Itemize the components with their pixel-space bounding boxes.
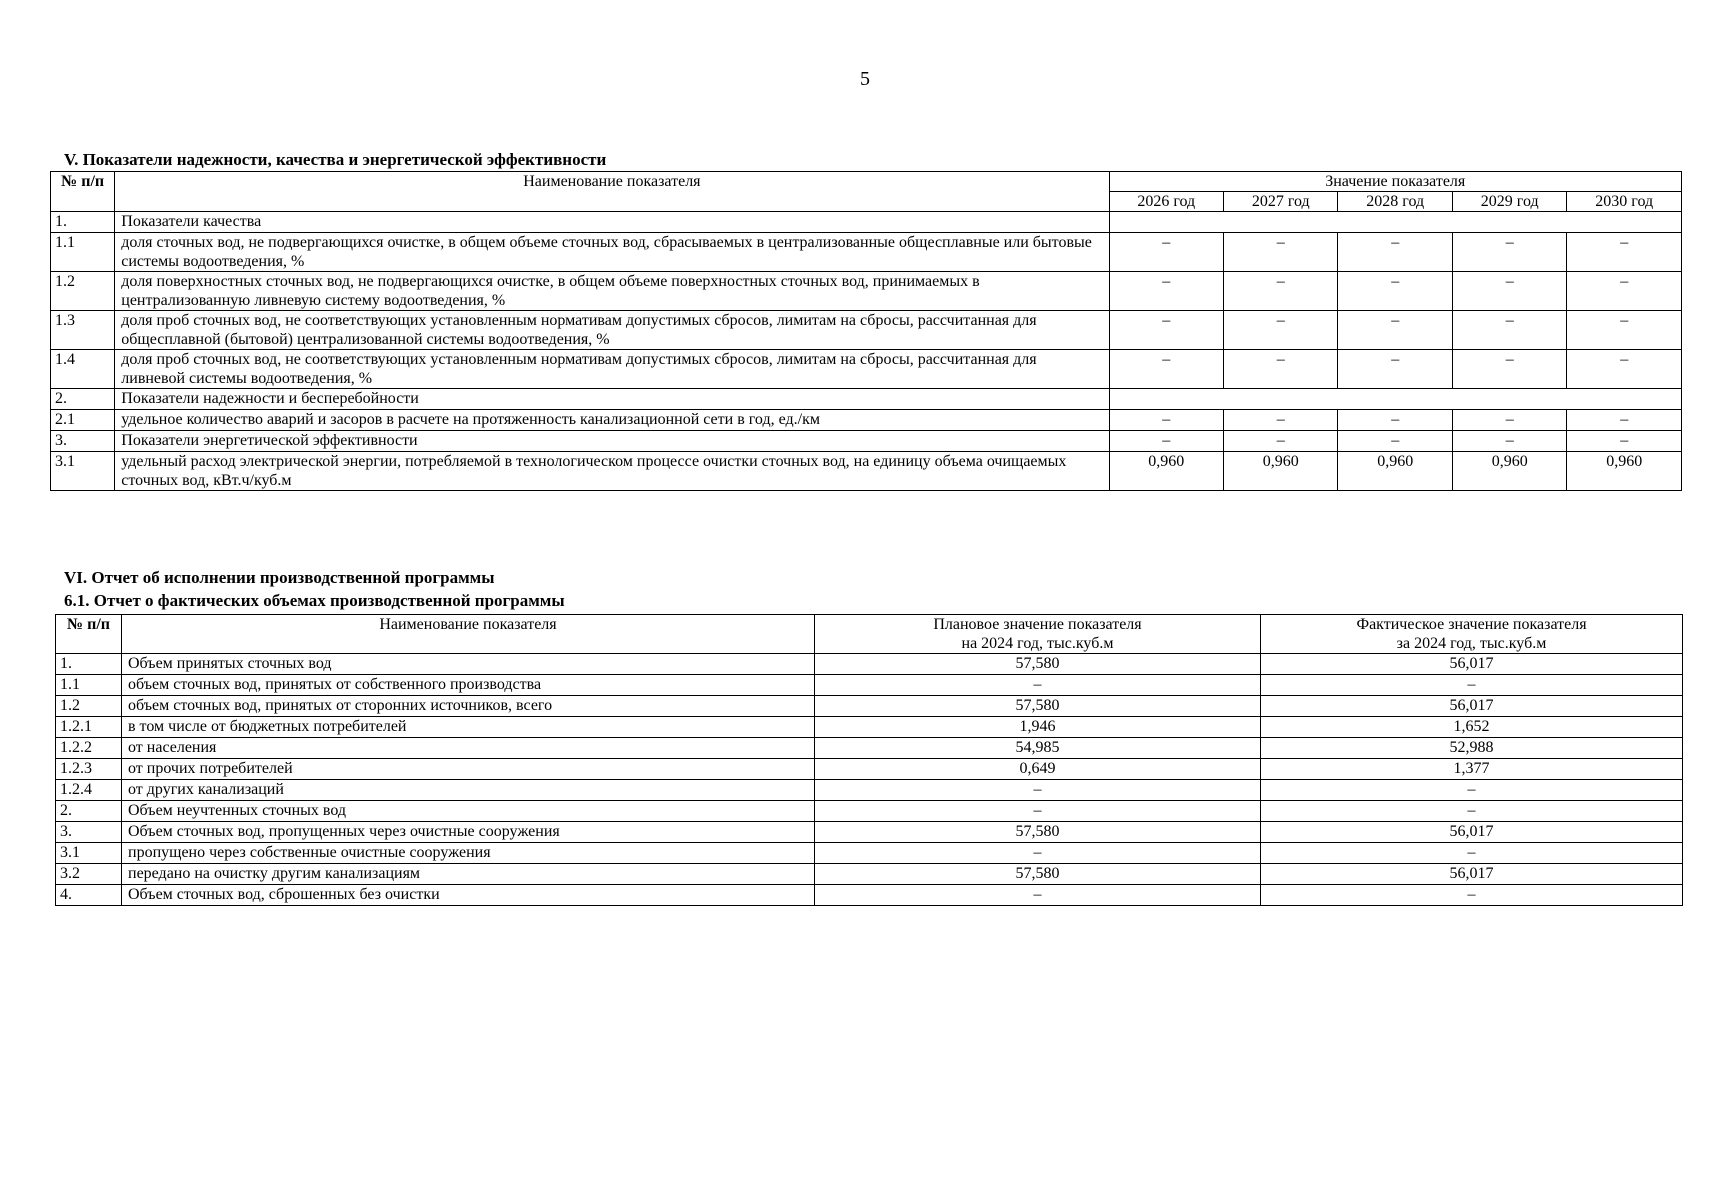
- row-value: 0,960: [1224, 452, 1338, 491]
- header-name: Наименование показателя: [122, 615, 815, 654]
- row-value: –: [1338, 311, 1452, 350]
- row-plan: 57,580: [815, 822, 1261, 843]
- table-row: [51, 452, 1682, 491]
- row-value: –: [1109, 410, 1223, 431]
- header-plan: Плановое значение показателя на 2024 год, тыс.куб.м: [815, 615, 1261, 654]
- row-value: –: [1452, 410, 1566, 431]
- row-empty-values: [1109, 389, 1681, 410]
- row-num: 3.: [56, 822, 122, 843]
- row-name: пропущено через собственные очистные сооружения: [122, 843, 815, 864]
- header-num: № п/п: [51, 172, 115, 212]
- row-value: 0,960: [1338, 452, 1452, 491]
- row-value: –: [1109, 233, 1223, 272]
- row-num: 3.2: [56, 864, 122, 885]
- row-value: –: [1567, 233, 1682, 272]
- row-num: 1.2.1: [56, 717, 122, 738]
- row-name: в том числе от бюджетных потребителей: [122, 717, 815, 738]
- row-value: –: [1109, 350, 1223, 389]
- header-num: № п/п: [56, 615, 122, 654]
- header-value: Значение показателя: [1109, 172, 1681, 192]
- row-plan: –: [815, 780, 1261, 801]
- row-value: 0,960: [1567, 452, 1682, 491]
- row-num: 1.2.2: [56, 738, 122, 759]
- row-num: 3.1: [51, 452, 115, 491]
- row-fact: –: [1261, 801, 1683, 822]
- row-value: –: [1567, 431, 1682, 452]
- row-plan: 57,580: [815, 864, 1261, 885]
- row-name: удельное количество аварий и засоров в расчете на протяженность канализационной сети в год, ед./км: [115, 410, 1109, 431]
- row-plan: –: [815, 843, 1261, 864]
- table-row: [56, 675, 1683, 696]
- row-name: доля поверхностных сточных вод, не подвергающихся очистке, в общем объеме поверхностных сточных вод, принимаемых в централизованную ливневую систему водоотведения, %: [115, 272, 1109, 311]
- table-row: [56, 696, 1683, 717]
- row-plan: 57,580: [815, 696, 1261, 717]
- row-num: 1.: [51, 212, 115, 233]
- table-row: [51, 410, 1682, 431]
- row-value: –: [1452, 272, 1566, 311]
- production-table: [55, 614, 1683, 906]
- row-value: –: [1224, 233, 1338, 272]
- row-value: 0,960: [1109, 452, 1223, 491]
- row-fact: –: [1261, 885, 1683, 906]
- row-plan: 1,946: [815, 717, 1261, 738]
- row-name: Показатели качества: [115, 212, 1109, 233]
- row-name: Объем неучтенных сточных вод: [122, 801, 815, 822]
- row-value: –: [1338, 272, 1452, 311]
- row-name: Показатели надежности и бесперебойности: [115, 389, 1109, 410]
- row-fact: 1,377: [1261, 759, 1683, 780]
- header-year: 2028 год: [1338, 192, 1452, 212]
- row-name: доля проб сточных вод, не соответствующих установленным нормативам допустимых сбросов, лимитам на сбросы, рассчитанная для ливневой системы водоотведения, %: [115, 350, 1109, 389]
- row-fact: –: [1261, 675, 1683, 696]
- row-value: –: [1567, 311, 1682, 350]
- row-name: объем сточных вод, принятых от собственного производства: [122, 675, 815, 696]
- section-5-title: V. Показатели надежности, качества и энергетической эффективности: [64, 150, 607, 169]
- table-row: [51, 431, 1682, 452]
- row-name: доля сточных вод, не подвергающихся очистке, в общем объеме сточных вод, сбрасываемых в централизованные общесплавные или бытовые системы водоотведения, %: [115, 233, 1109, 272]
- table-row: [51, 389, 1682, 410]
- table-row: [56, 885, 1683, 906]
- row-value: –: [1224, 311, 1338, 350]
- row-value: –: [1338, 431, 1452, 452]
- table-row: [56, 717, 1683, 738]
- section-6-subtitle: 6.1. Отчет о фактических объемах производственной программы: [64, 591, 565, 610]
- table-row: [51, 350, 1682, 389]
- section-6-title: VI. Отчет об исполнении производственной программы: [64, 568, 495, 587]
- row-name: доля проб сточных вод, не соответствующих установленным нормативам допустимых сбросов, лимитам на сбросы, рассчитанная для общесплавной (бытовой) централизованной системы водоотведения, %: [115, 311, 1109, 350]
- row-num: 1.1: [51, 233, 115, 272]
- table-row: [56, 801, 1683, 822]
- row-value: –: [1224, 272, 1338, 311]
- table-row: [51, 311, 1682, 350]
- row-name: объем сточных вод, принятых от сторонних источников, всего: [122, 696, 815, 717]
- row-num: 1.4: [51, 350, 115, 389]
- row-fact: 56,017: [1261, 654, 1683, 675]
- row-plan: –: [815, 675, 1261, 696]
- row-num: 3.: [51, 431, 115, 452]
- row-fact: 56,017: [1261, 822, 1683, 843]
- row-num: 1.2.4: [56, 780, 122, 801]
- row-value: –: [1567, 410, 1682, 431]
- indicators-table: [50, 171, 1682, 491]
- row-num: 1.3: [51, 311, 115, 350]
- table-row: [56, 822, 1683, 843]
- row-value: –: [1224, 350, 1338, 389]
- header-year: 2030 год: [1567, 192, 1682, 212]
- table-row: [56, 759, 1683, 780]
- row-value: –: [1452, 350, 1566, 389]
- row-name: от населения: [122, 738, 815, 759]
- row-plan: 54,985: [815, 738, 1261, 759]
- row-value: 0,960: [1452, 452, 1566, 491]
- row-value: –: [1338, 233, 1452, 272]
- header-year: 2027 год: [1224, 192, 1338, 212]
- row-num: 2.1: [51, 410, 115, 431]
- table-row: [51, 272, 1682, 311]
- row-plan: –: [815, 801, 1261, 822]
- row-fact: 56,017: [1261, 696, 1683, 717]
- row-name: Объем принятых сточных вод: [122, 654, 815, 675]
- row-value: –: [1338, 410, 1452, 431]
- table-row: [56, 780, 1683, 801]
- page-number: 5: [860, 68, 870, 90]
- row-fact: 52,988: [1261, 738, 1683, 759]
- row-num: 1.1: [56, 675, 122, 696]
- row-num: 3.1: [56, 843, 122, 864]
- row-num: 1.2: [56, 696, 122, 717]
- row-fact: –: [1261, 780, 1683, 801]
- row-value: –: [1109, 431, 1223, 452]
- row-fact: 56,017: [1261, 864, 1683, 885]
- row-name: Объем сточных вод, пропущенных через очистные сооружения: [122, 822, 815, 843]
- row-num: 1.: [56, 654, 122, 675]
- row-num: 1.2.3: [56, 759, 122, 780]
- table-row: [56, 654, 1683, 675]
- row-value: –: [1452, 311, 1566, 350]
- table-row: [56, 864, 1683, 885]
- row-name: от других канализаций: [122, 780, 815, 801]
- row-value: –: [1452, 233, 1566, 272]
- row-value: –: [1224, 431, 1338, 452]
- table-row: [51, 233, 1682, 272]
- row-name: Объем сточных вод, сброшенных без очистки: [122, 885, 815, 906]
- row-num: 4.: [56, 885, 122, 906]
- row-value: –: [1224, 410, 1338, 431]
- row-fact: 1,652: [1261, 717, 1683, 738]
- header-name: Наименование показателя: [115, 172, 1109, 212]
- header-year: 2029 год: [1452, 192, 1566, 212]
- row-empty-values: [1109, 212, 1681, 233]
- row-value: –: [1109, 272, 1223, 311]
- header-year: 2026 год: [1109, 192, 1223, 212]
- row-num: 2.: [51, 389, 115, 410]
- table-row: [56, 843, 1683, 864]
- row-plan: –: [815, 885, 1261, 906]
- row-name: от прочих потребителей: [122, 759, 815, 780]
- row-name: передано на очистку другим канализациям: [122, 864, 815, 885]
- header-fact: Фактическое значение показателя за 2024 год, тыс.куб.м: [1261, 615, 1683, 654]
- table-row: [56, 738, 1683, 759]
- row-name: удельный расход электрической энергии, потребляемой в технологическом процессе очистки сточных вод, на единицу объема очищаемых сточных вод, кВт.ч/куб.м: [115, 452, 1109, 491]
- row-plan: 0,649: [815, 759, 1261, 780]
- row-num: 1.2: [51, 272, 115, 311]
- row-value: –: [1567, 350, 1682, 389]
- row-value: –: [1338, 350, 1452, 389]
- row-fact: –: [1261, 843, 1683, 864]
- row-value: –: [1109, 311, 1223, 350]
- row-plan: 57,580: [815, 654, 1261, 675]
- row-value: –: [1452, 431, 1566, 452]
- row-num: 2.: [56, 801, 122, 822]
- row-name: Показатели энергетической эффективности: [115, 431, 1109, 452]
- row-value: –: [1567, 272, 1682, 311]
- table-row: [51, 212, 1682, 233]
